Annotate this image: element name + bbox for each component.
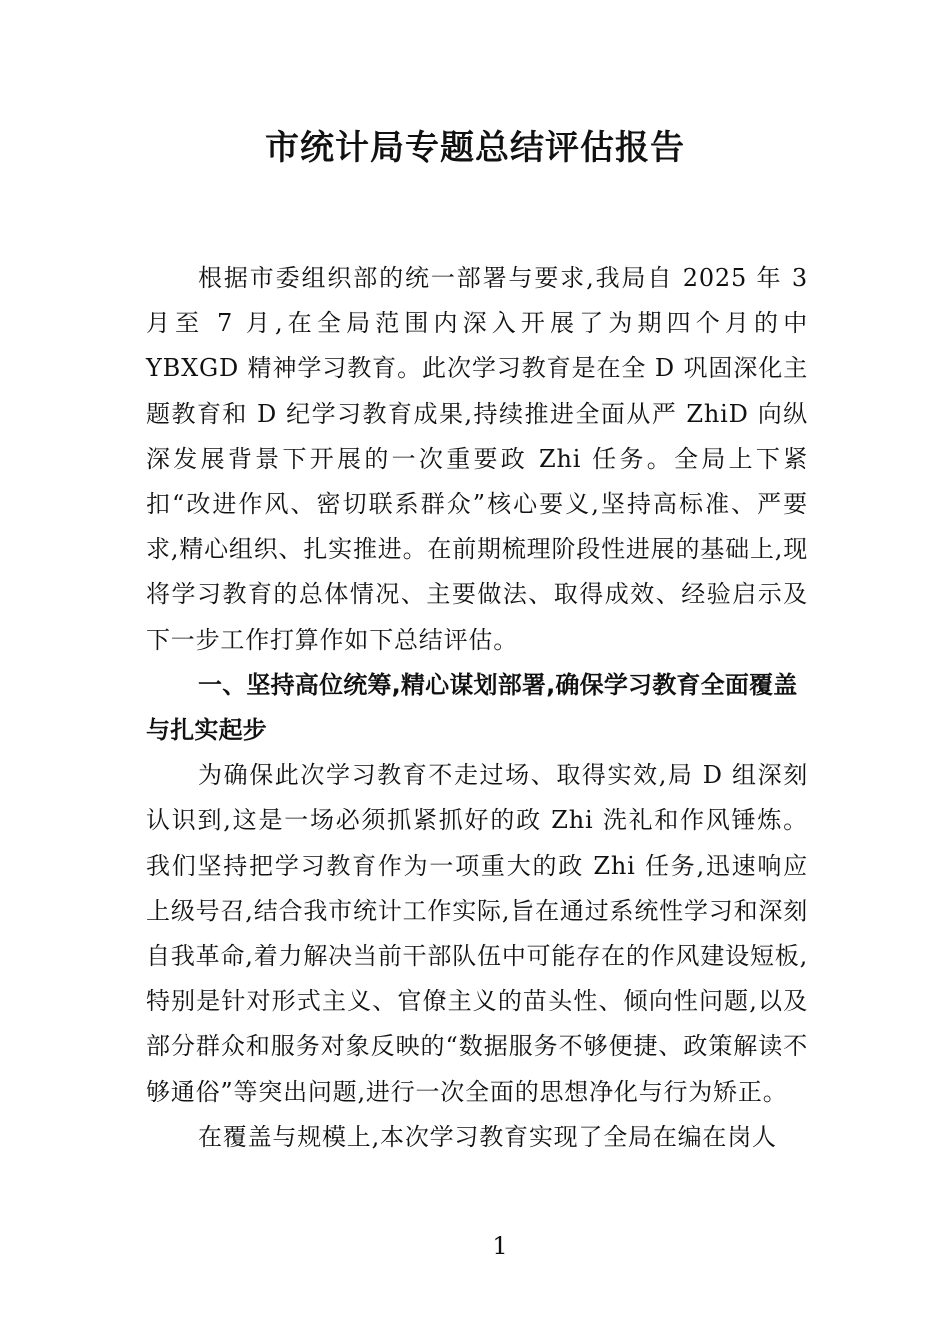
document-title: 市统计局专题总结评估报告 bbox=[265, 128, 685, 168]
section-heading: 一、坚持高位统筹,精心谋划部署,确保学习教育全面覆盖与扎实起步 bbox=[146, 670, 798, 745]
section-paragraph: 在覆盖与规模上,本次学习教育实现了全局在编在岗人 bbox=[198, 1122, 777, 1151]
document-body bbox=[146, 256, 808, 1160]
page-number: 1 bbox=[492, 1232, 508, 1260]
intro-paragraph: 根据市委组织部的统一部署与要求,我局自 2025 年 3 月至 7 月,在全局范围内深入开展了为期四个月的中 YBXGD 精神学习教育。此次学习教育是在全 D 巩固深化主题教育和 D 纪学习教育成果,持续推进全面从严 ZhiD 向纵深发展背景下开展的一次重要政 Zhi 任务。全局上下紧扣“改进作风、密切联系群众”核心要义,坚持高标准、严要求,精心组织、扎实推进。在前期梳理阶段性进展的基础上,现将学习教育的总体情况、主要做法、取得成效、经验启示及下一步工作打算作如下总结评估。 bbox=[146, 264, 808, 654]
section-paragraph: 为确保此次学习教育不走过场、取得实效,局 D 组深刻认识到,这是一场必须抓紧抓好的政 Zhi 洗礼和作风锤炼。我们坚持把学习教育作为一项重大的政 Zhi 任务,迅速响应上级号召,结合我市统计工作实际,旨在通过系统性学习和深刻自我革命,着力解决当前干部队伍中可能存在的作风建设短板,特别是针对形式主义、官僚主义的苗头性、倾向性问题,以及部分群众和服务对象反映的“数据服务不够便捷、政策解读不够通俗”等突出问题,进行一次全面的思想净化与行为矫正。 bbox=[146, 761, 808, 1106]
